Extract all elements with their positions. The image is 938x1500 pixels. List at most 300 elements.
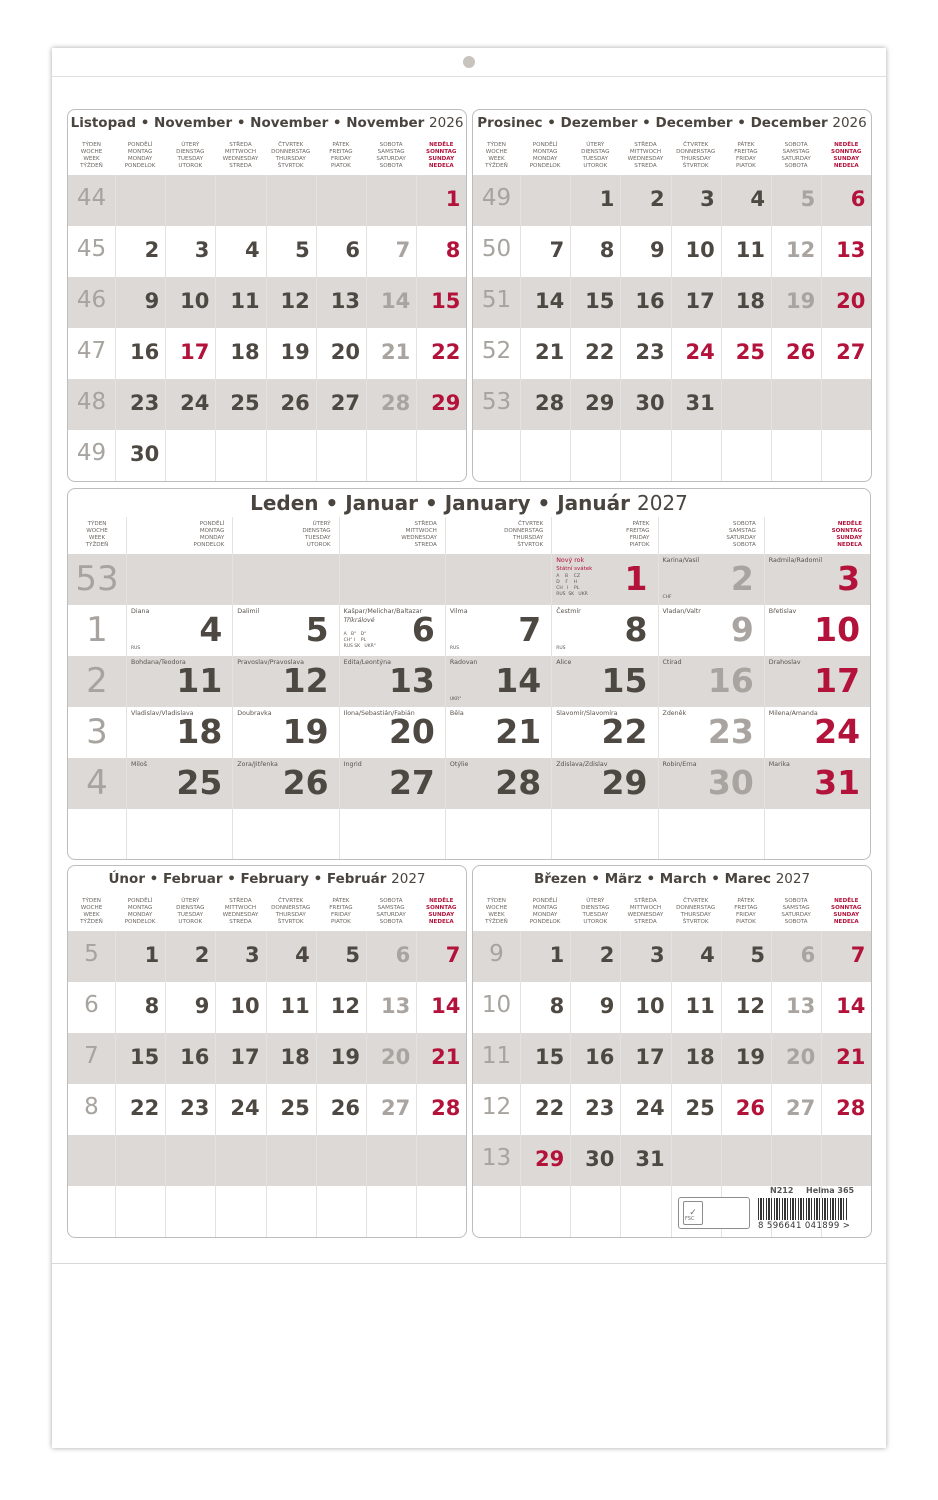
day-number: 6 <box>395 943 411 967</box>
week-number: 2 <box>86 661 108 701</box>
day-number: 6 <box>800 943 816 967</box>
day-number: 8 <box>624 610 648 649</box>
day-number: 21 <box>431 1045 461 1069</box>
day-number: 20 <box>785 1045 816 1069</box>
name-day: Radmila/Radomil <box>768 557 823 564</box>
day-number: 24 <box>230 1096 260 1120</box>
header-day: ÚTERÝ DIENSTAG TUESDAY UTOROK <box>176 898 205 925</box>
day-number: 15 <box>534 1045 565 1069</box>
day-number: 16 <box>129 340 160 364</box>
day-number: 28 <box>380 391 411 415</box>
day-number: 14 <box>836 994 866 1018</box>
day-number: 24 <box>685 340 715 364</box>
week-number: 49 <box>76 440 107 466</box>
day-number: 13 <box>380 994 411 1018</box>
day-number: 4 <box>199 610 223 649</box>
day-number: 27 <box>836 340 866 364</box>
day-number: 23 <box>180 1096 210 1120</box>
name-day: Ingrid <box>343 761 362 768</box>
day-number: 7 <box>395 238 411 262</box>
month-year: 2026 <box>832 115 867 131</box>
name-day: Milena/Amanda <box>768 710 818 717</box>
column-divider <box>215 931 216 1237</box>
header-day: NEDĚLE SONNTAG SUNDAY NEDEĽA <box>831 898 862 925</box>
day-number: 21 <box>836 1045 866 1069</box>
day-number: 6 <box>345 238 360 262</box>
header-day: ÚTERÝ DIENSTAG TUESDAY UTOROK <box>302 521 331 548</box>
day-number: 4 <box>295 943 310 967</box>
column-divider <box>771 175 772 481</box>
header-week: TÝDEN WOCHE WEEK TÝŽDEŇ <box>80 898 103 925</box>
day-number: 27 <box>380 1096 411 1120</box>
day-number: 27 <box>388 763 435 802</box>
month-title <box>68 871 466 887</box>
week-number: 53 <box>481 389 512 415</box>
day-number: 13 <box>330 289 360 313</box>
name-day: Alice <box>556 659 572 666</box>
name-day: Břetislav <box>768 608 797 615</box>
header-day: PONDĚLÍ MONTAG MONDAY PONDELOK <box>529 898 561 925</box>
name-day: Zdeněk <box>662 710 687 717</box>
month-title <box>68 491 870 515</box>
day-number: 26 <box>282 763 329 802</box>
column-divider <box>416 175 417 481</box>
day-number: 3 <box>194 238 210 262</box>
column-divider <box>721 931 722 1237</box>
country-code: RUS <box>131 646 141 651</box>
day-number: 27 <box>330 391 360 415</box>
week-number: 52 <box>481 338 512 364</box>
week-number: 46 <box>76 287 107 313</box>
week-number: 9 <box>489 941 504 967</box>
fold-line <box>52 1263 886 1264</box>
day-number: 13 <box>388 661 435 700</box>
week-number: 51 <box>481 287 512 313</box>
day-number: 10 <box>230 994 260 1018</box>
month-panel-feb <box>67 865 467 1238</box>
day-number: 12 <box>785 238 816 262</box>
day-number: 7 <box>518 610 542 649</box>
day-number: 7 <box>850 943 866 967</box>
day-number: 29 <box>585 391 615 415</box>
day-number: 18 <box>735 289 765 313</box>
day-number: 17 <box>635 1045 665 1069</box>
day-number: 31 <box>814 763 861 802</box>
day-number: 20 <box>836 289 866 313</box>
month-title-text: Únor • Februar • February • Február <box>108 871 387 887</box>
day-number: 2 <box>194 943 210 967</box>
name-day: Slavomír/Slavomíra <box>556 710 618 717</box>
day-number: 5 <box>295 238 310 262</box>
header-day: ČTVRTEK DONNERSTAG THURSDAY ŠTVRTOK <box>676 898 716 925</box>
header-day: NEDĚLE SONNTAG SUNDAY NEDEĽA <box>831 521 863 548</box>
month-panel-jan <box>67 488 871 860</box>
name-day: Vilma <box>449 608 468 615</box>
name-day: Zdislava/Zdislav <box>556 761 608 768</box>
header-day: PÁTEK FREITAG FRIDAY PIATOK <box>734 898 758 925</box>
header-day: SOBOTA SAMSTAG SATURDAY SOBOTA <box>726 521 756 548</box>
week-number: 5 <box>84 941 99 967</box>
day-number: 19 <box>280 340 310 364</box>
day-number: 31 <box>635 1147 665 1171</box>
header-week: TÝDEN WOCHE WEEK TÝŽDEŇ <box>85 521 109 548</box>
day-number: 1 <box>445 187 461 211</box>
header-day: ÚTERÝ DIENSTAG TUESDAY UTOROK <box>581 142 610 169</box>
column-divider <box>215 175 216 481</box>
day-number: 24 <box>814 712 861 751</box>
name-day: Vladislav/Vladislava <box>131 710 194 717</box>
day-number: 16 <box>635 289 665 313</box>
day-number: 23 <box>585 1096 615 1120</box>
day-number: 5 <box>345 943 360 967</box>
name-day: Zora/Jitřenka <box>237 761 278 768</box>
month-title <box>68 115 466 131</box>
header-day: STŘEDA MITTWOCH WEDNESDAY STREDA <box>627 898 664 925</box>
brand-label: Helma 365 <box>806 1186 855 1195</box>
week-number: 1 <box>86 610 108 650</box>
week-number: 3 <box>86 712 108 752</box>
day-number: 3 <box>837 559 861 598</box>
day-number: 27 <box>785 1096 816 1120</box>
day-number: 23 <box>707 712 754 751</box>
country-code: RUS <box>556 646 566 651</box>
day-number: 15 <box>601 661 648 700</box>
day-number: 14 <box>534 289 565 313</box>
day-number: 28 <box>495 763 542 802</box>
name-day: Otýlie <box>449 761 469 768</box>
header-week: TÝDEN WOCHE WEEK TÝŽDEŇ <box>80 142 103 169</box>
name-day: Radovan <box>449 659 478 666</box>
column-divider <box>316 931 317 1237</box>
week-number: 47 <box>76 338 107 364</box>
day-number: 21 <box>495 712 542 751</box>
day-number: 10 <box>814 610 861 649</box>
day-number: 30 <box>585 1147 615 1171</box>
column-divider <box>366 931 367 1237</box>
day-number: 29 <box>534 1147 565 1171</box>
name-day: Ctirad <box>662 659 682 666</box>
column-divider <box>115 175 116 481</box>
week-number: 4 <box>86 763 108 803</box>
name-day: Pravoslav/Pravoslava <box>237 659 304 666</box>
day-number: 13 <box>785 994 816 1018</box>
day-number: 5 <box>305 610 329 649</box>
header-day: ČTVRTEK DONNERSTAG THURSDAY ŠTVRTOK <box>271 898 311 925</box>
day-number: 7 <box>549 238 565 262</box>
day-number: 15 <box>431 289 461 313</box>
name-day: Karina/Vasil <box>662 557 700 564</box>
header-day: PÁTEK FREITAG FRIDAY PIATOK <box>329 142 353 169</box>
column-divider <box>721 175 722 481</box>
header-day: SOBOTA SAMSTAG SATURDAY SOBOTA <box>376 898 406 925</box>
column-divider <box>115 931 116 1237</box>
day-number: 17 <box>230 1045 260 1069</box>
day-number: 16 <box>707 661 754 700</box>
day-number: 9 <box>194 994 210 1018</box>
day-number: 9 <box>649 238 665 262</box>
column-divider <box>671 931 672 1237</box>
day-number: 3 <box>700 187 715 211</box>
grey-band <box>68 1135 466 1186</box>
week-number: 48 <box>76 389 107 415</box>
day-number: 20 <box>330 340 360 364</box>
day-number: 5 <box>800 187 816 211</box>
day-number: 1 <box>599 187 615 211</box>
day-number: 19 <box>785 289 816 313</box>
day-number: 12 <box>280 289 310 313</box>
month-title <box>473 871 871 887</box>
day-number: 18 <box>685 1045 715 1069</box>
day-number: 4 <box>244 238 260 262</box>
day-number: 4 <box>700 943 715 967</box>
day-number: 26 <box>330 1096 360 1120</box>
week-number: 12 <box>481 1094 512 1120</box>
header-week: TÝDEN WOCHE WEEK TÝŽDEŇ <box>485 142 508 169</box>
day-number: 11 <box>230 289 260 313</box>
country-code: RUS <box>449 646 460 651</box>
column-divider <box>620 931 621 1237</box>
day-number: 2 <box>730 559 754 598</box>
day-number: 26 <box>735 1096 765 1120</box>
day-number: 18 <box>280 1045 310 1069</box>
holiday-note: Státní svátek <box>556 566 593 572</box>
day-number: 18 <box>176 712 223 751</box>
day-number: 9 <box>144 289 160 313</box>
country-code: UKR° <box>449 697 462 702</box>
name-day: Nový rok <box>556 557 585 564</box>
day-number: 14 <box>380 289 411 313</box>
header-day: NEDĚLE SONNTAG SUNDAY NEDEĽA <box>426 142 457 169</box>
column-divider <box>266 931 267 1237</box>
week-number: 49 <box>481 185 512 211</box>
day-number: 6 <box>411 610 435 649</box>
column-divider <box>570 931 571 1237</box>
day-number: 19 <box>282 712 329 751</box>
header-day: STŘEDA MITTWOCH WEDNESDAY STREDA <box>627 142 664 169</box>
day-number: 21 <box>380 340 411 364</box>
grey-band <box>68 175 466 226</box>
column-divider <box>165 175 166 481</box>
name-day: Edita/Leontýna <box>343 659 391 666</box>
day-number: 11 <box>735 238 765 262</box>
day-number: 14 <box>495 661 542 700</box>
header-day: ÚTERÝ DIENSTAG TUESDAY UTOROK <box>176 142 205 169</box>
day-number: 6 <box>850 187 866 211</box>
day-number: 22 <box>129 1096 160 1120</box>
name-day: Čestmír <box>556 608 581 615</box>
day-number: 1 <box>624 559 648 598</box>
day-number: 9 <box>730 610 754 649</box>
day-number: 29 <box>431 391 461 415</box>
day-number: 5 <box>750 943 765 967</box>
week-number: 44 <box>76 185 107 211</box>
header-day: SOBOTA SAMSTAG SATURDAY SOBOTA <box>376 142 406 169</box>
month-year: 2027 <box>636 491 688 515</box>
day-number: 17 <box>814 661 861 700</box>
day-number: 31 <box>685 391 715 415</box>
day-number: 8 <box>599 238 615 262</box>
header-day: STŘEDA MITTWOCH WEDNESDAY STREDA <box>401 521 437 548</box>
day-number: 26 <box>785 340 816 364</box>
country-grid: A B CZ D F H CH I PL RUS SK UKR <box>556 574 588 597</box>
day-number: 2 <box>649 187 665 211</box>
day-number: 25 <box>280 1096 310 1120</box>
week-number: 11 <box>481 1043 512 1069</box>
day-number: 9 <box>599 994 615 1018</box>
name-day: Marika <box>768 761 790 768</box>
header-day: NEDĚLE SONNTAG SUNDAY NEDEĽA <box>831 142 862 169</box>
month-panel-nov <box>67 109 467 482</box>
day-number: 20 <box>388 712 435 751</box>
week-number: 6 <box>84 992 99 1018</box>
header-day: PONDĚLÍ MONTAG MONDAY PONDELOK <box>529 142 561 169</box>
header-day: PONDĚLÍ MONTAG MONDAY PONDELOK <box>124 898 156 925</box>
name-day: Vladan/Valtr <box>662 608 701 615</box>
barcode <box>758 1198 848 1220</box>
day-number: 18 <box>230 340 260 364</box>
day-number: 12 <box>282 661 329 700</box>
column-divider <box>620 175 621 481</box>
day-number: 24 <box>180 391 210 415</box>
column-divider <box>520 175 521 481</box>
header-day: PÁTEK FREITAG FRIDAY PIATOK <box>734 142 758 169</box>
day-number: 2 <box>599 943 615 967</box>
day-number: 25 <box>685 1096 715 1120</box>
day-number: 22 <box>534 1096 565 1120</box>
day-number: 19 <box>735 1045 765 1069</box>
barcode-number: 8 596641 041899 > <box>758 1221 851 1231</box>
day-number: 10 <box>635 994 665 1018</box>
fsc-label: FSC <box>685 1216 695 1222</box>
month-title-text: Prosinec • Dezember • December • December <box>477 115 828 131</box>
month-title-text: Leden • Januar • January • Január <box>250 491 631 515</box>
month-year: 2026 <box>429 115 464 131</box>
header-day: PONDĚLÍ MONTAG MONDAY PONDELOK <box>124 142 156 169</box>
header-day: PONDĚLÍ MONTAG MONDAY PONDELOK <box>193 521 225 548</box>
column-divider <box>366 175 367 481</box>
day-number: 2 <box>144 238 160 262</box>
day-number: 24 <box>635 1096 665 1120</box>
name-day: Diana <box>131 608 150 615</box>
header-day: SOBOTA SAMSTAG SATURDAY SOBOTA <box>781 898 811 925</box>
header-day: STŘEDA MITTWOCH WEDNESDAY STREDA <box>222 898 259 925</box>
day-number: 8 <box>549 994 565 1018</box>
column-divider <box>671 175 672 481</box>
country-grid: A B° D° CH° I PL RUS SK UKR° <box>343 632 377 649</box>
epiphany-note: Tříkrálové <box>343 617 375 624</box>
day-number: 28 <box>534 391 565 415</box>
day-number: 3 <box>649 943 665 967</box>
name-day: Drahoslav <box>768 659 801 666</box>
header-day: NEDĚLE SONNTAG SUNDAY NEDEĽA <box>426 898 457 925</box>
column-divider <box>570 175 571 481</box>
day-number: 14 <box>431 994 461 1018</box>
name-day: Kašpar/Melichar/Baltazar <box>343 608 423 615</box>
day-number: 7 <box>445 943 461 967</box>
header-day: ČTVRTEK DONNERSTAG THURSDAY ŠTVRTOK <box>676 142 716 169</box>
day-number: 30 <box>129 442 160 466</box>
day-number: 20 <box>380 1045 411 1069</box>
day-number: 19 <box>330 1045 360 1069</box>
month-year: 2027 <box>391 871 426 887</box>
header-day: PÁTEK FREITAG FRIDAY PIATOK <box>626 521 650 548</box>
month-title-text: Listopad • November • November • November <box>70 115 425 131</box>
day-number: 1 <box>549 943 565 967</box>
day-number: 15 <box>129 1045 160 1069</box>
column-divider <box>266 175 267 481</box>
week-number: 13 <box>481 1145 512 1171</box>
day-number: 17 <box>685 289 715 313</box>
week-number: 8 <box>84 1094 99 1120</box>
day-number: 1 <box>144 943 160 967</box>
day-number: 17 <box>180 340 210 364</box>
column-divider <box>821 175 822 481</box>
day-number: 25 <box>735 340 765 364</box>
day-number: 8 <box>445 238 461 262</box>
product-code: N212 <box>770 1186 794 1195</box>
name-day: Ilona/Sebastián/Fabián <box>343 710 415 717</box>
day-number: 28 <box>431 1096 461 1120</box>
day-number: 8 <box>144 994 160 1018</box>
day-number: 10 <box>685 238 715 262</box>
month-title <box>473 115 871 131</box>
day-number: 10 <box>180 289 210 313</box>
name-day: Miloš <box>131 761 148 768</box>
header-day: SOBOTA SAMSTAG SATURDAY SOBOTA <box>781 142 811 169</box>
day-number: 29 <box>601 763 648 802</box>
country-code: CHF <box>662 595 672 600</box>
tree-checkmark-icon: ✓ <box>683 1201 703 1225</box>
header-day: STŘEDA MITTWOCH WEDNESDAY STREDA <box>222 142 259 169</box>
header-week: TÝDEN WOCHE WEEK TÝŽDEŇ <box>485 898 508 925</box>
day-number: 23 <box>635 340 665 364</box>
month-panel-dec <box>472 109 872 482</box>
name-day: Běla <box>449 710 464 717</box>
week-number: 10 <box>481 992 512 1018</box>
day-number: 13 <box>836 238 866 262</box>
hanging-hole <box>463 56 475 68</box>
day-number: 28 <box>836 1096 866 1120</box>
day-number: 25 <box>176 763 223 802</box>
month-title-text: Březen • März • March • Marec <box>533 871 771 887</box>
column-divider <box>316 175 317 481</box>
day-number: 23 <box>129 391 160 415</box>
day-number: 25 <box>230 391 260 415</box>
name-day: Robin/Erna <box>662 761 697 768</box>
month-year: 2027 <box>775 871 811 887</box>
day-number: 11 <box>280 994 310 1018</box>
column-divider <box>165 931 166 1237</box>
week-number: 50 <box>481 236 512 262</box>
day-number: 22 <box>585 340 615 364</box>
header-day: PÁTEK FREITAG FRIDAY PIATOK <box>329 898 353 925</box>
day-number: 15 <box>585 289 615 313</box>
day-number: 12 <box>330 994 360 1018</box>
day-number: 30 <box>707 763 754 802</box>
day-number: 26 <box>280 391 310 415</box>
day-number: 16 <box>180 1045 210 1069</box>
day-number: 11 <box>685 994 715 1018</box>
fsc-logo <box>678 1197 750 1229</box>
column-divider <box>520 931 521 1237</box>
day-number: 22 <box>431 340 461 364</box>
month-panel-mar <box>472 865 872 1238</box>
header-day: ČTVRTEK DONNERSTAG THURSDAY ŠTVRTOK <box>504 521 544 548</box>
top-strip <box>52 48 886 77</box>
header-day: ÚTERÝ DIENSTAG TUESDAY UTOROK <box>581 898 610 925</box>
column-divider <box>416 931 417 1237</box>
day-number: 21 <box>534 340 565 364</box>
